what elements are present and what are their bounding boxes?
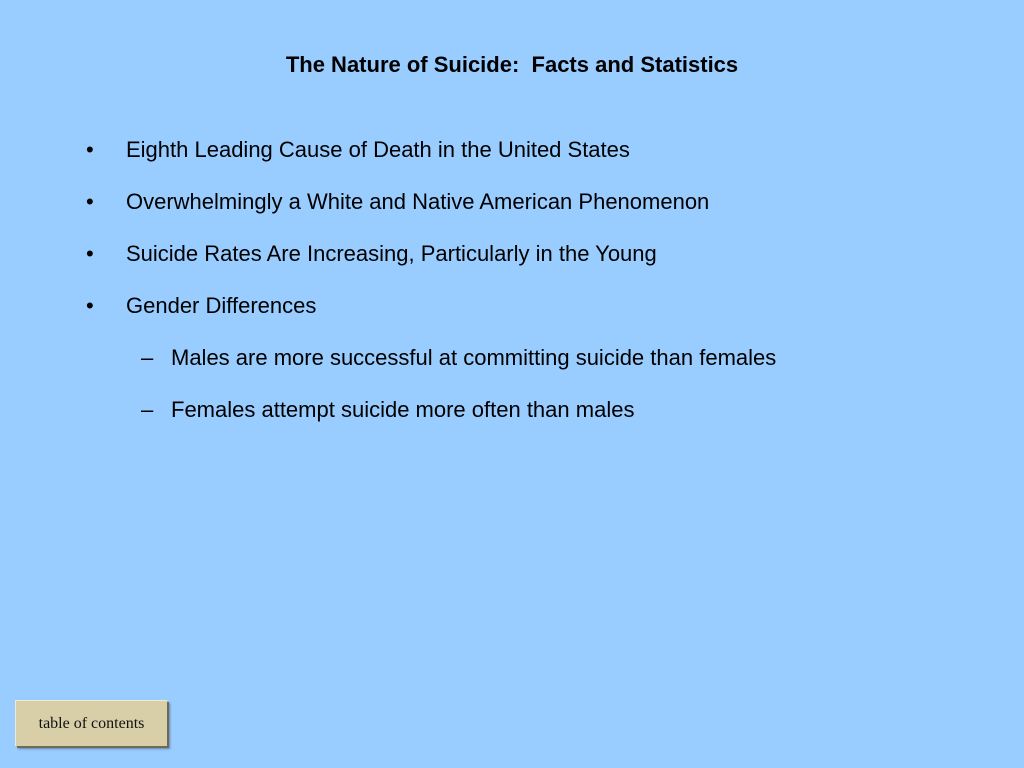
- bullet-marker: •: [86, 293, 94, 318]
- bullet-marker: •: [86, 241, 94, 266]
- table-of-contents-label: table of contents: [38, 714, 145, 732]
- bullet-text: Gender Differences: [126, 293, 317, 318]
- bullet-item: [86, 291, 986, 343]
- slide-title: The Nature of Suicide: Facts and Statistics: [285, 52, 739, 77]
- bullet-item: [86, 187, 986, 239]
- bullet-marker: •: [86, 189, 94, 214]
- sub-bullet-text: Females attempt suicide more often than males: [171, 397, 635, 422]
- sub-bullet-item: [86, 395, 986, 447]
- bullet-list: [86, 135, 986, 447]
- sub-bullet-text: Males are more successful at committing suicide than females: [171, 345, 777, 370]
- bullet-item: [86, 239, 986, 291]
- dash-marker: –: [141, 345, 154, 370]
- bullet-marker: •: [86, 137, 94, 162]
- sub-bullet-item: [86, 343, 986, 395]
- dash-marker: –: [141, 397, 154, 422]
- table-of-contents-button[interactable]: [15, 700, 167, 746]
- bullet-text: Suicide Rates Are Increasing, Particularly in the Young: [126, 241, 657, 266]
- bullet-item: [86, 135, 986, 187]
- bullet-text: Overwhelmingly a White and Native American Phenomenon: [126, 189, 710, 214]
- bullet-text: Eighth Leading Cause of Death in the United States: [126, 137, 630, 162]
